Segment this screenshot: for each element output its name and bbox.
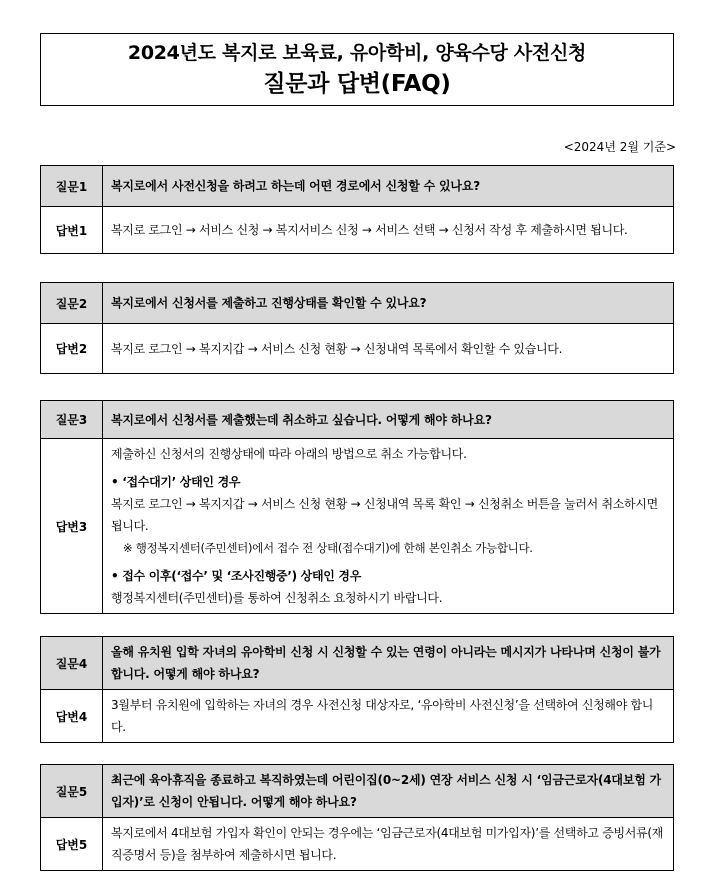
faq-table-5 xyxy=(40,764,674,871)
question-label: 질문1 xyxy=(41,166,103,207)
question-text: 복지로에서 신청서를 제출하고 진행상태를 확인할 수 있나요? xyxy=(103,283,674,324)
answer-row xyxy=(41,324,674,374)
document-title: 2024년도 복지로 보육료, 유아학비, 양육수당 사전신청 xyxy=(127,42,587,64)
question-row xyxy=(41,166,674,207)
answer-label: 답변2 xyxy=(41,324,103,374)
question-text: 최근에 육아휴직을 종료하고 복직하였는데 어린이집(0~2세) 연장 서비스 신청 시 ‘임금근로자(4대보험 가입자)’로 신청이 안됩니다. 어떻게 해야 하나요? xyxy=(103,765,674,818)
answer-text: 복지로 로그인 → 서비스 신청 → 복지서비스 신청 → 서비스 선택 → 신청서 작성 후 제출하시면 됩니다. xyxy=(103,207,674,254)
document-title-box xyxy=(40,33,674,106)
question-label: 질문4 xyxy=(41,637,103,690)
answer-row xyxy=(41,690,674,743)
question-text: 복지로에서 신청서를 제출했는데 취소하고 싶습니다. 어떻게 해야 하나요? xyxy=(103,401,674,439)
question-row xyxy=(41,637,674,690)
faq-table-2 xyxy=(40,282,674,374)
answer-row xyxy=(41,818,674,871)
answer-row xyxy=(41,439,674,614)
answer-text: 3월부터 유치원에 입학하는 자녀의 경우 사전신청 대상자로, ‘유아학비 사전신청’을 선택하여 신청해야 합니다. xyxy=(103,690,674,743)
question-text: 복지로에서 사전신청을 하려고 하는데 어떤 경로에서 신청할 수 있나요? xyxy=(103,166,674,207)
answer-label: 답변5 xyxy=(41,818,103,871)
question-row xyxy=(41,401,674,439)
question-row xyxy=(41,765,674,818)
case-1-body: 복지로 로그인 → 복지지갑 → 서비스 신청 현황 → 신청내역 목록 확인 → 신청취소 버튼을 눌러서 취소하시면 됩니다. xyxy=(111,497,658,533)
answer-text xyxy=(103,439,674,614)
answer-label: 답변4 xyxy=(41,690,103,743)
question-label: 질문3 xyxy=(41,401,103,439)
answer-text: 복지로에서 4대보험 가입자 확인이 안되는 경우에는 ‘임금근로자(4대보험 미가입자)’를 선택하고 증빙서류(재직증명서 등)을 첨부하여 제출하시면 됩니다. xyxy=(103,818,674,871)
question-label: 질문2 xyxy=(41,283,103,324)
faq-table-1 xyxy=(40,165,674,254)
answer-label: 답변1 xyxy=(41,207,103,254)
answer-label: 답변3 xyxy=(41,439,103,614)
case-2-body: 행정복지센터(주민센터)를 통하여 신청취소 요청하시기 바랍니다. xyxy=(111,591,443,605)
question-label: 질문5 xyxy=(41,765,103,818)
question-text: 올해 유치원 입학 자녀의 유아학비 신청 시 신청할 수 있는 연령이 아니라는 메시지가 나타나며 신청이 불가합니다. 어떻게 해야 하나요? xyxy=(103,637,674,690)
faq-table-3 xyxy=(40,400,674,614)
answer-row xyxy=(41,207,674,254)
answer-text: 복지로 로그인 → 복지지갑 → 서비스 신청 현황 → 신청내역 목록에서 확인할 수 있습니다. xyxy=(103,324,674,374)
date-note: <2024년 2월 기준> xyxy=(563,140,676,154)
case-1-heading: • ‘접수대기’ 상태인 경우 xyxy=(111,475,241,489)
case-2-heading: • 접수 이후(‘접수’ 및 ‘조사진행중’) 상태인 경우 xyxy=(111,569,362,583)
faq-table-4 xyxy=(40,636,674,743)
document-subtitle: 질문과 답변(FAQ) xyxy=(263,71,451,97)
case-1-note: ※ 행정복지센터(주민센터)에서 접수 전 상태(접수대기)에 한해 본인취소 가능합니다. xyxy=(123,541,533,555)
question-row xyxy=(41,283,674,324)
answer-intro: 제출하신 신청서의 진행상태에 따라 아래의 방법으로 취소 가능합니다. xyxy=(111,447,467,461)
